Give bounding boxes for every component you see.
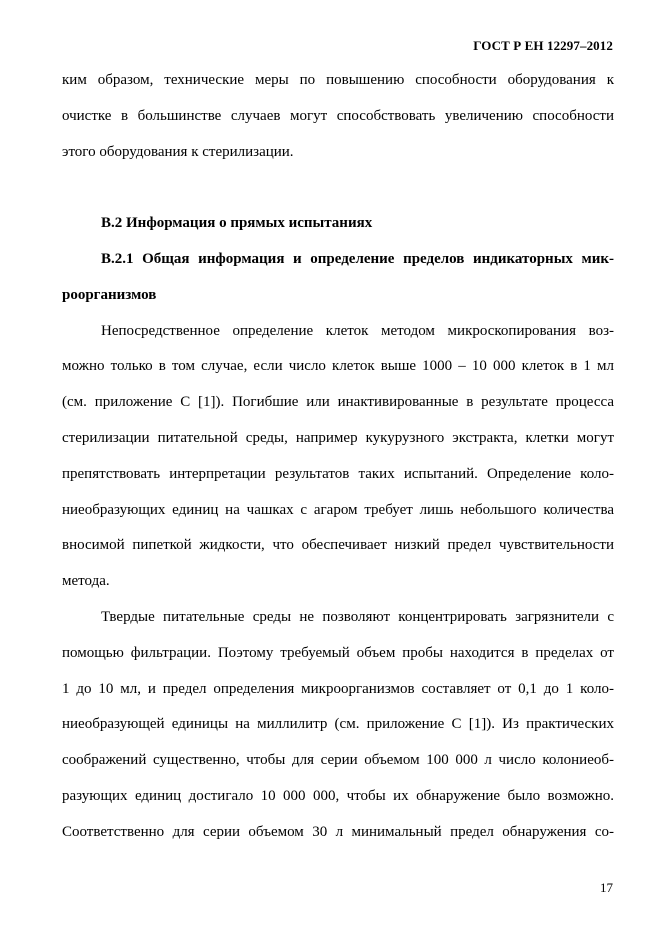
subsection-heading-b21: В.2.1 Общая информация и определение пределов индикаторных мик- <box>101 251 614 267</box>
text-line: Непосредственное определение клеток методом микроскопирования воз- <box>101 323 614 339</box>
text-line: вносимой пипеткой жидкости, что обеспечивает низкий предел чувствительности <box>62 537 614 553</box>
text-line: очистке в большинстве случаев могут способствовать увеличению способности <box>62 108 614 124</box>
text-line: разующих единиц достигало 10 000 000, чтобы их обнаружение было возможно. <box>62 788 614 804</box>
text-line: ким образом, технические меры по повышению способности оборудования к <box>62 72 614 88</box>
document-header-standard-id: ГОСТ Р ЕН 12297–2012 <box>473 38 613 53</box>
text-line: можно только в том случае, если число клеток выше 1000 – 10 000 клеток в 1 мл <box>62 358 614 374</box>
text-line: (см. приложение С [1]). Погибшие или инактивированные в результате процесса <box>62 394 614 410</box>
text-line: стерилизации питательной среды, например кукурузного экстракта, клетки могут <box>62 430 614 446</box>
text-line: метода. <box>62 573 110 589</box>
text-line: препятствовать интерпретации результатов таких испытаний. Определение коло- <box>62 466 614 482</box>
section-heading-b2: В.2 Информация о прямых испытаниях <box>101 215 373 231</box>
subsection-heading-b21-continued: роорганизмов <box>62 287 157 303</box>
page-number: 17 <box>600 880 613 895</box>
text-line: ниеобразующих единиц на чашках с агаром требует лишь небольшого количества <box>62 502 614 518</box>
text-line: помощью фильтрации. Поэтому требуемый объем пробы находится в пределах от <box>62 645 614 661</box>
text-line: этого оборудования к стерилизации. <box>62 144 294 160</box>
text-line: Твердые питательные среды не позволяют концентрировать загрязнители с <box>101 609 614 625</box>
text-line: Соответственно для серии объемом 30 л минимальный предел обнаружения со- <box>62 824 614 840</box>
text-line: 1 до 10 мл, и предел определения микроорганизмов составляет от 0,1 до 1 коло- <box>62 681 614 697</box>
text-line: ниеобразующей единицы на миллилитр (см. приложение С [1]). Из практических <box>62 716 614 732</box>
text-line: соображений существенно, чтобы для серии объемом 100 000 л число колониеоб- <box>62 752 614 768</box>
